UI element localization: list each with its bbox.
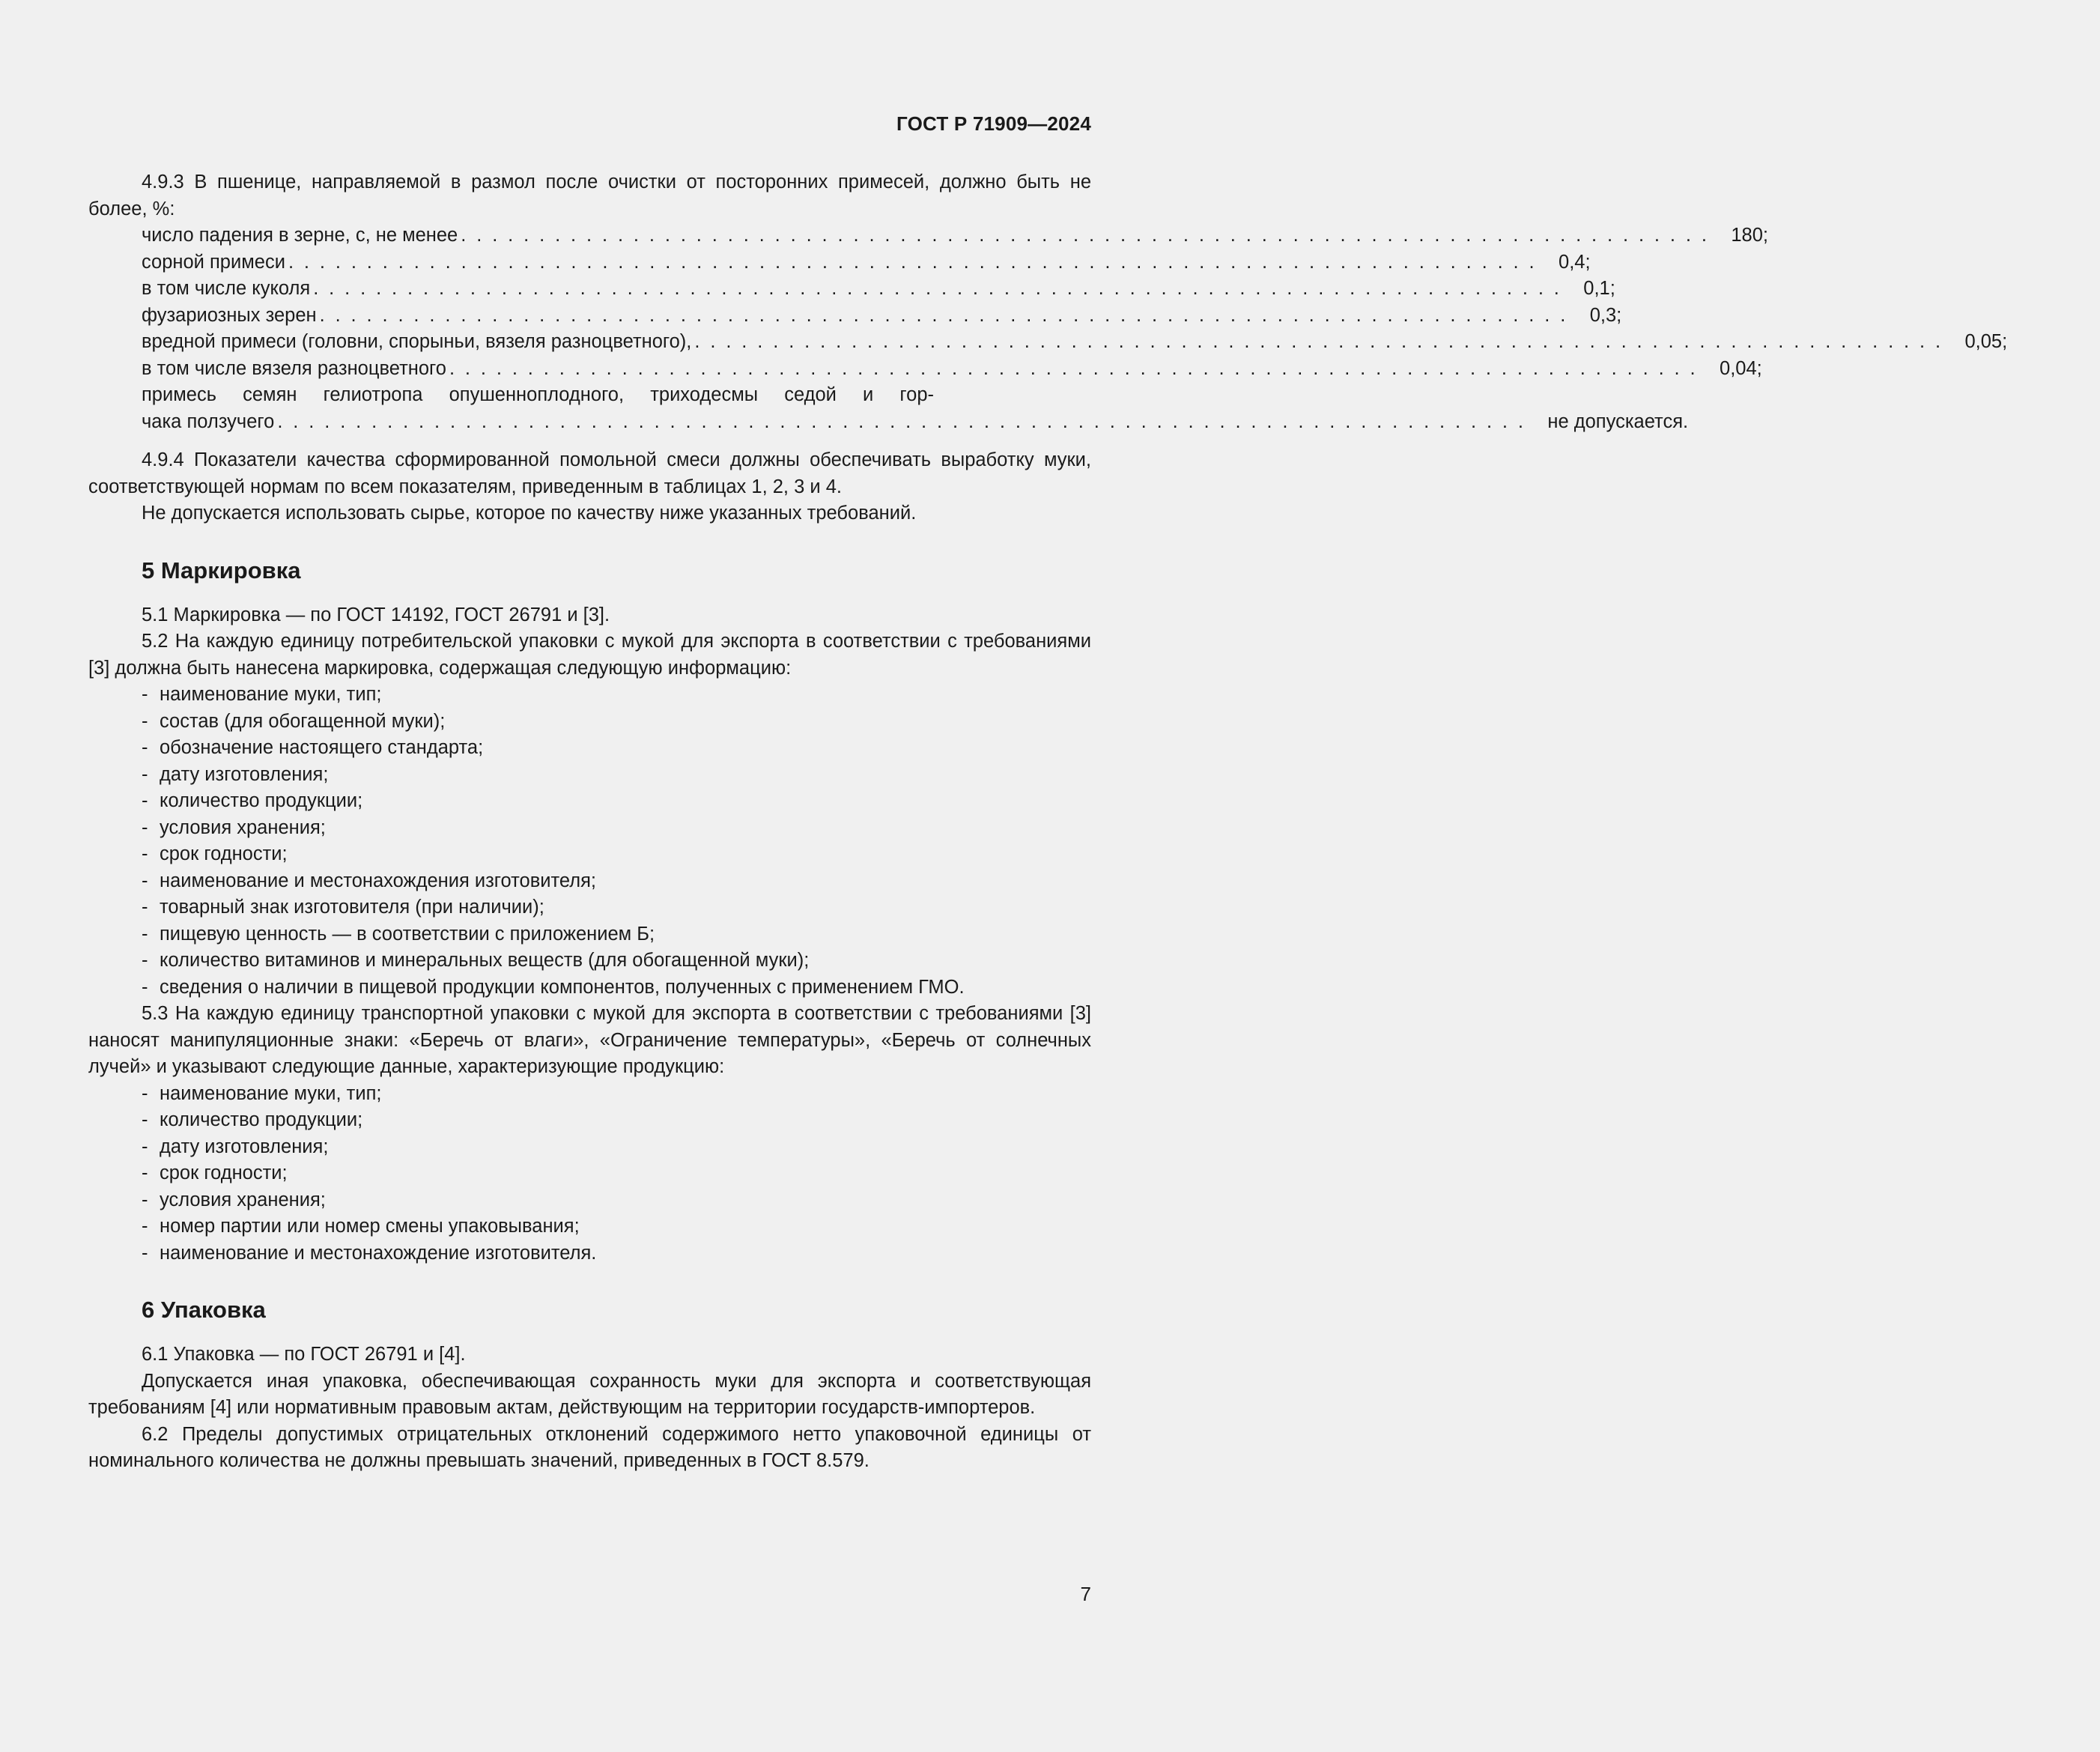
requirement-row [142, 249, 1591, 276]
requirement-label: вредной примеси (головни, спорыньи, вязеля разноцветного), [142, 331, 692, 352]
requirement-label: фузариозных зерен [142, 304, 317, 326]
list-item: - условия хранения; [142, 1189, 326, 1210]
dot-leader: . . . . . . . . . . . . . . . . . . . . . . . . . . . . . . . . . . . . . . . . . . . . . . . . . . . . . . . . . . . . . . . . . . . . . . . . . . . . . . . . [694, 331, 1943, 352]
paragraph-5-2: 5.2 На каждую единицу потребительской упаковки с мукой для экспорта в соответствии с требованиями [3] должна быть нанесена маркировка, содержащая следующую информацию: [88, 631, 1091, 679]
page-content [88, 169, 2008, 1475]
list-item: - наименование муки, тип; [142, 1082, 382, 1104]
requirement-value: не допускается. [1547, 410, 1689, 432]
dot-leader: . . . . . . . . . . . . . . . . . . . . . . . . . . . . . . . . . . . . . . . . . . . . . . . . . . . . . . . . . . . . . . . . . . . . . . . . . . . . . . . . [277, 410, 1526, 432]
requirement-value: 0,04; [1720, 357, 1762, 379]
dot-leader: . . . . . . . . . . . . . . . . . . . . . . . . . . . . . . . . . . . . . . . . . . . . . . . . . . . . . . . . . . . . . . . . . . . . . . . . . . . . . . . . [288, 251, 1538, 273]
paragraph-6-2: 6.2 Пределы допустимых отрицательных отклонений содержимого нетто упаковочной единицы от номинального количества не должны превышать значений, приведенных в ГОСТ 8.579. [88, 1423, 1091, 1471]
list-item: - номер партии или номер смены упаковывания; [142, 1216, 580, 1237]
requirement-label: чака ползучего [142, 410, 275, 432]
requirement-row [142, 276, 1615, 303]
requirements-list [142, 222, 2008, 435]
requirement-row [142, 303, 1622, 330]
list-item: - обозначение настоящего стандарта; [142, 737, 484, 758]
dot-leader: . . . . . . . . . . . . . . . . . . . . . . . . . . . . . . . . . . . . . . . . . . . . . . . . . . . . . . . . . . . . . . . . . . . . . . . . . . . . . . . . [319, 304, 1568, 326]
paragraph-6-1-note: Допускается иная упаковка, обеспечивающая сохранность муки для экспорта и соответствующая требованиям [4] или нормативным правовым актам, действующим на территории государств-импортеров. [88, 1370, 1091, 1418]
list-item: - количество продукции; [142, 1109, 363, 1130]
list-item: - срок годности; [142, 843, 288, 864]
list-item: - количество продукции; [142, 790, 363, 811]
requirement-value: 0,4; [1559, 251, 1591, 273]
list-item: - наименование и местонахождение изготовителя. [142, 1242, 597, 1264]
list-item: - товарный знак изготовителя (при наличии); [142, 897, 544, 918]
paragraph-4-9-4: 4.9.4 Показатели качества сформированной помольной смеси должны обеспечивать выработку муки, соответствующей нормам по всем показателям, приведенным в таблицах 1, 2, 3 и 4. [88, 449, 1091, 497]
list-5-3 [88, 1081, 1091, 1267]
list-item: - пищевую ценность — в соответствии с приложением Б; [142, 923, 655, 945]
page-number: 7 [1080, 1583, 1091, 1605]
list-item: - срок годности; [142, 1163, 288, 1183]
list-item: - наименование и местонахождения изготовителя; [142, 870, 597, 891]
requirement-label: в том числе куколя [142, 278, 311, 299]
requirement-value: 180; [1731, 225, 1768, 246]
paragraph-4-9-3: 4.9.3 В пшенице, направляемой в размол после очистки от посторонних примесей, должно быть не более, %: [88, 172, 1091, 219]
requirement-row [142, 409, 1689, 436]
dot-leader: . . . . . . . . . . . . . . . . . . . . . . . . . . . . . . . . . . . . . . . . . . . . . . . . . . . . . . . . . . . . . . . . . . . . . . . . . . . . . . . . [449, 357, 1699, 379]
paragraph-4-9-4-note: Не допускается использовать сырье, которое по качеству ниже указанных требований. [142, 503, 917, 524]
section-5-heading: 5 Маркировка [142, 557, 301, 584]
requirement-row [142, 329, 2008, 356]
section-6-heading: 6 Упаковка [142, 1297, 266, 1323]
list-item: - условия хранения; [142, 816, 326, 838]
list-item: - дату изготовления; [142, 1136, 329, 1157]
list-item: - количество витаминов и минеральных веществ (для обогащенной муки); [142, 950, 810, 971]
requirement-label: число падения в зерне, с, не менее [142, 225, 458, 246]
requirement-row [142, 356, 1762, 383]
requirement-value: 0,1; [1583, 278, 1615, 299]
requirement-label: сорной примеси [142, 251, 285, 273]
requirement-value: 0,3; [1589, 304, 1622, 326]
list-item: - наименование муки, тип; [142, 684, 382, 705]
list-item: - состав (для обогащенной муки); [142, 710, 446, 732]
dot-leader: . . . . . . . . . . . . . . . . . . . . . . . . . . . . . . . . . . . . . . . . . . . . . . . . . . . . . . . . . . . . . . . . . . . . . . . . . . . . . . . . [313, 278, 1562, 299]
requirement-label: в том числе вязеля разноцветного [142, 357, 446, 379]
requirement-row [142, 222, 1768, 249]
list-item: - дату изготовления; [142, 763, 329, 785]
paragraph-5-1: 5.1 Маркировка — по ГОСТ 14192, ГОСТ 26791 и [3]. [142, 604, 610, 625]
document-header: ГОСТ Р 71909—2024 [896, 112, 1091, 135]
paragraph-6-1: 6.1 Упаковка — по ГОСТ 26791 и [4]. [142, 1344, 466, 1365]
requirement-value: 0,05; [1964, 331, 2008, 352]
dot-leader: . . . . . . . . . . . . . . . . . . . . . . . . . . . . . . . . . . . . . . . . . . . . . . . . . . . . . . . . . . . . . . . . . . . . . . . . . . . . . . . . [461, 225, 1710, 246]
list-item: - сведения о наличии в пищевой продукции компонентов, полученных с применением ГМО. [142, 976, 965, 998]
requirement-row-multiline: примесь семян гелиотропа опушенноплодного, триходесмы седой и гор- [142, 384, 934, 405]
paragraph-5-3: 5.3 На каждую единицу транспортной упаковки с мукой для экспорта в соответствии с требованиями [3] наносят манипуляционные знаки: «Беречь от влаги», «Ограничение температуры», «Беречь от солнечных лучей» и указывают следующие данные, характеризующие продукцию: [88, 1003, 1091, 1077]
list-5-2 [88, 682, 1091, 1001]
